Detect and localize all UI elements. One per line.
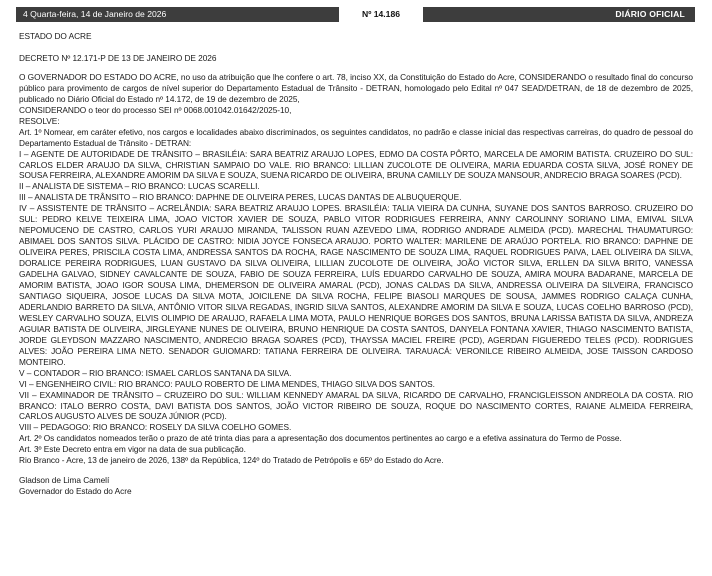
list-item: VIII – PEDAGOGO: RIO BRANCO: ROSELY DA SILVA COELHO GOMES. bbox=[19, 422, 292, 433]
list-item: IV – ASSISTENTE DE TRÂNSITO – ACRELÂNDIA: SARA BEATRIZ ARAUJO LOPES. BRASILÉIA: TALIA VIEIRA DA CUNHA, SUYANE DOS SANTOS BARROSO. CRUZEIRO DO SUL: PEDRO KELVE TEIXEIRA LIMA, JOAO VICTOR XAVIER DE SOUZA, PABLO VITOR RODRIGUES FERREIRA, ANNY CAROLINNY SORIANO LIMA, EMIVAL SILVA NEPOMUCENO DE CASTRO, CARLOS YURI ARAUJO MIRANDA, TALISSON RUAN AZEVEDO LIMA, RODRIGO ANDRADE ALMEIDA (PCD). MARECHAL THAUMATURGO: ABIMAEL DOS SANTOS SILVA. PLÁCIDO DE CASTRO: NIDIA JOYCE FONSECA ARAUJO. PORTO WALTER: MARILENE DE ARAÚJO PORTELA. RIO BRANCO: DAPHNE DE OLIVEIRA PERES, PRISCILA COSTA LIMA, ANDRESSA SANTOS DA ROCHA, RAGE NASCIMENTO DE SOUZA LIMA, RAQUEL RODRIGUES PAIVA, LAEL OLIVEIRA DA SILVA, DORALICE PEREIRA RODRIGUES, LUAN GUSTAVO DA SILVA OLIVEIRA, LILLIAN ZUCOLOTE DE OLIVEIRA, JOÃO VICTOR SILVA, ERLLEN DA SILVA BRITO, VANESSA GADELHA GALVAO, SIDNEY CAVALCANTE DE SOUZA, FABIO DE SOUZA FERREIRA, LUÍS EDUARDO CARVALHO DE SOUZA, AMIRA MOURA BADARANE, MARCELA DE AMORIM BATISTA, JOAO IGOR SOUSA LIMA, DHEMERSON DE OLIVEIRA AMARAL (PCD), JONAS CALDAS DA SILVA, ANDRESSA OLIVEIRA DA SILVEIRA, FRANCISCO SANTIAGO SIQUEIRA, JOSOE LUCAS DA SILVA MOTA, JOICILENE DA SILVA ROCHA, FELIPE BIASOLI MARQUES DE SOUSA, JAMMES RODRIGO CALAÇA CUNHA, ADERLANDIO BARRETO DA SILVA, ANTÔNIO VITOR SILVA REGADAS, INGRID SILVA SANTOS, ALEXANDRE AMORIM DA SILVA E SOUZA, LUCAS COELHO BARROSO (PCD), WESLEY CARVALHO SOUZA, ELVIS OLIMPIO DE ARAUJO, RAFAELA LIMA MOTA, PAULO HENRIQUE BORGES DOS SANTOS, BRUNA LARISSA BATISTA DA SILVA, ANDREZA AGUIAR BATISTA DE OLIVEIRA, JIRGLEYANE NUNES DE OLIVEIRA, BRUNO HENRIQUE DA COSTA SANTOS, DANYELA FONTANA XAVIER, THIAGO NASCIMENTO BATISTA, JORDE GLEYDSON MAZZARO NASCIMENTO, ANDRECIO BRAGA SOARES (PCD), THAYSSA MACIEL FREIRE (PCD), AGERDAN FIGUEREDO TELES (PCD). RODRIGUES ALVES: JOÃO PEREIRA LIMA NETO. SENADOR GUIOMARD: TATIANA FERREIRA DE OLIVEIRA. TARAUACÁ: VERONILCE RIBEIRO ALMEIDA, JOSE TAISSON CARDOSO MONTEIRO. bbox=[19, 203, 693, 367]
page-date: 4 Quarta-feira, 14 de Janeiro de 2026 bbox=[23, 9, 167, 19]
list-item: V – CONTADOR – RIO BRANCO: ISMAEL CARLOS SANTANA DA SILVA. bbox=[19, 367, 292, 378]
place-and-date: Rio Branco - Acre, 13 de janeiro de 2026, 138º da República, 124º do Tratado de Petrópolis e 65º do Estado do Acre. bbox=[19, 455, 444, 466]
decree-body bbox=[19, 31, 693, 497]
decree-title: DECRETO Nº 12.171-P DE 13 DE JANEIRO DE 2026 bbox=[19, 52, 217, 63]
page-header bbox=[16, 7, 695, 22]
article-3: Art. 3º Este Decreto entra em vigor na data de sua publicação. bbox=[19, 444, 246, 455]
publication-title: DIÁRIO OFICIAL bbox=[615, 9, 685, 19]
signatory-name: Gladson de Lima Camelí bbox=[19, 475, 110, 486]
intro-paragraph: O GOVERNADOR DO ESTADO DO ACRE, no uso da atribuição que lhe confere o art. 78, inciso XX, da Constituição do Estado do Acre, CONSIDERANDO o resultado final do concurso público para provimento de cargos de nível superior do Departamento Estadual de Trânsito - DETRAN, homologado pelo Edital nº 047 SEAD/DETRAN, de 18 de dezembro de 2025, publicado no Diário Oficial do Estado nº 14.172, de 19 de dezembro de 2025, bbox=[19, 71, 693, 104]
list-item: I – AGENTE DE AUTORIDADE DE TRÂNSITO – BRASILÉIA: SARA BEATRIZ ARAUJO LOPES, EDMO DA COSTA PÔRTO, MARCELA DE AMORIM BATISTA. CRUZEIRO DO SUL: CARLOS ELDER ARAUJO DA SILVA, CHRISTIAN SAMPAIO DO VALE. RIO BRANCO: LILLIAN ZUCOLOTE DE OLIVEIRA, MARIA EDUARDA COSTA SILVA, JOSÉ RONEY DE SOUSA FERREIRA, ALEXANDRE AMORIM DA SILVA E SOUZA, SUENA RICARDO DE OLIVEIRA, BRUNA CAMILLY DE SOUZA MANSOUR, ANDRECIO BRAGA SOARES (PCD). bbox=[19, 148, 693, 181]
state-name: ESTADO DO ACRE bbox=[19, 31, 92, 41]
considering-paragraph: CONSIDERANDO o teor do processo SEI nº 0068.001042.01642/2025-10, bbox=[19, 104, 292, 115]
issue-number: Nº 14.186 bbox=[338, 7, 424, 22]
list-item: VII – EXAMINADOR DE TRÂNSITO – CRUZEIRO DO SUL: WILLIAM KENNEDY AMARAL DA SILVA, RICARDO DE CARVALHO, FRANCIGLEISSON ANDREOLA DA COSTA. RIO BRANCO: ITALO BERRO COSTA, DAVI BATISTA DOS SANTOS, JOÃO VICTOR RIBEIRO DE SOUZA, ROQUE DO NASCIMENTO CORTES, RAIANE ALMEIDA FERREIRA, CARLOS AUGUSTO ALVES DE SOUZA JÚNIOR (PCD). bbox=[19, 389, 693, 422]
article-2: Art. 2º Os candidatos nomeados terão o prazo de até trinta dias para a apresentação dos documentos pertinentes ao cargo e a efetiva assinatura do Termo de Posse. bbox=[19, 433, 622, 444]
resolve-label: RESOLVE: bbox=[19, 115, 60, 126]
signatory-title: Governador do Estado do Acre bbox=[19, 486, 132, 497]
list-item: III – ANALISTA DE TRÂNSITO – RIO BRANCO: DAPHNE DE OLIVEIRA PERES, LUCAS DANTAS DE ALBUQUERQUE. bbox=[19, 192, 462, 203]
list-item: II – ANALISTA DE SISTEMA – RIO BRANCO: LUCAS SCARELLI. bbox=[19, 181, 260, 192]
list-item: VI – ENGENHEIRO CIVIL: RIO BRANCO: PAULO ROBERTO DE LIMA MENDES, THIAGO SILVA DOS SANTOS. bbox=[19, 378, 435, 389]
article-1: Art. 1º Nomear, em caráter efetivo, nos cargos e localidades abaixo discriminados, os seguintes candidatos, no padrão e classe inicial das respectivas carreiras, do quadro de pessoal do Departamento Estadual de Trânsito - DETRAN: bbox=[19, 126, 693, 148]
